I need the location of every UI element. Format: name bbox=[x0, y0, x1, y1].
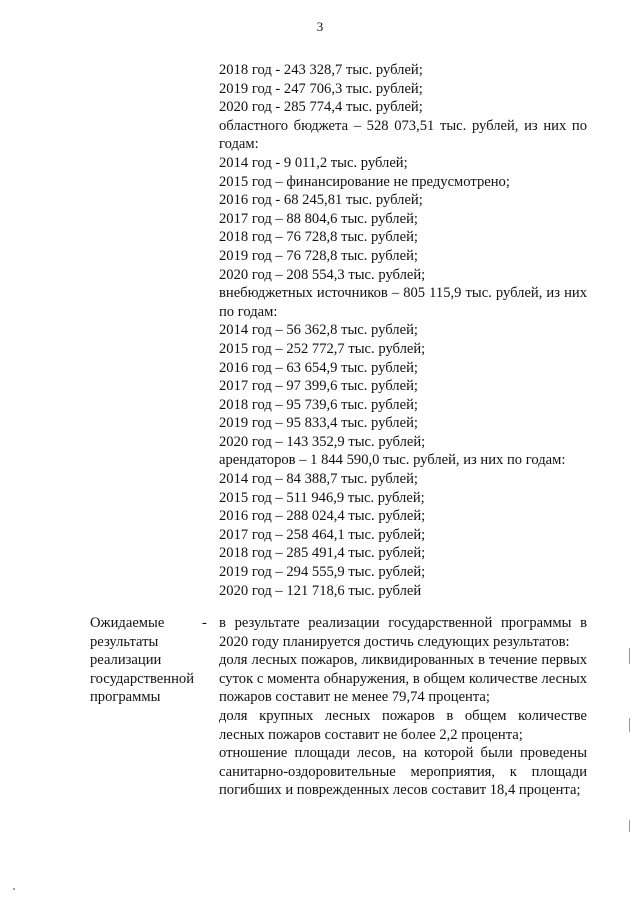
funding-source-extrabudgetary: внебюджетных источников – 805 115,9 тыс. рублей, из них по годам: bbox=[219, 285, 587, 320]
label-line: государственной bbox=[90, 670, 195, 687]
funding-line: 2020 год – 208 554,3 тыс. рублей; bbox=[219, 266, 426, 283]
scan-mark bbox=[629, 718, 630, 732]
scan-dot bbox=[13, 888, 15, 890]
expected-results-label bbox=[90, 614, 200, 707]
funding-line: 2015 год – финансирование не предусмотрено; bbox=[219, 173, 510, 190]
funding-line: 2020 год – 143 352,9 тыс. рублей; bbox=[219, 433, 426, 450]
funding-line: 2018 год – 95 739,6 тыс. рублей; bbox=[219, 396, 418, 413]
scan-mark bbox=[629, 648, 630, 664]
separator-dash: - bbox=[202, 615, 207, 631]
funding-line: 2018 год – 76 728,8 тыс. рублей; bbox=[219, 229, 418, 246]
funding-line: 2015 год – 252 772,7 тыс. рублей; bbox=[219, 340, 426, 357]
funding-line: 2020 год – 121 718,6 тыс. рублей bbox=[219, 582, 422, 599]
scan-mark bbox=[629, 820, 630, 832]
result-paragraph: доля крупных лесных пожаров в общем количестве лесных пожаров составит не более 2,2 процента; bbox=[219, 707, 587, 743]
funding-line: 2019 год – 76 728,8 тыс. рублей; bbox=[219, 247, 418, 264]
funding-line: 2020 год - 285 774,4 тыс. рублей; bbox=[219, 99, 423, 116]
label-line: программы bbox=[90, 689, 161, 706]
funding-line: 2014 год - 9 011,2 тыс. рублей; bbox=[219, 154, 408, 171]
label-line: результаты bbox=[90, 633, 159, 650]
funding-line: 2017 год – 88 804,6 тыс. рублей; bbox=[219, 210, 418, 227]
result-paragraph: отношение площади лесов, на которой были проведены санитарно-оздоровительные мероприятия, к площади погибших и поврежденных лесов составит 18,4 процента; bbox=[219, 745, 587, 799]
result-paragraph: в результате реализации государственной программы в 2020 году планируется достичь следующих результатов: bbox=[219, 615, 587, 650]
funding-source-regional-budget: областного бюджета – 528 073,51 тыс. рублей, из них по годам: bbox=[219, 117, 587, 153]
funding-line: 2016 год – 63 654,9 тыс. рублей; bbox=[219, 359, 418, 376]
funding-line: 2017 год – 97 399,6 тыс. рублей; bbox=[219, 378, 418, 395]
funding-line: 2016 год - 68 245,81 тыс. рублей; bbox=[219, 192, 423, 209]
funding-line: 2014 год – 56 362,8 тыс. рублей; bbox=[219, 322, 418, 339]
funding-by-year-list bbox=[219, 61, 587, 600]
label-line: Ожидаемые bbox=[90, 615, 165, 631]
expected-results-text bbox=[219, 614, 587, 800]
label-line: реализации bbox=[90, 652, 162, 669]
result-paragraph: доля лесных пожаров, ликвидированных в течение первых суток с момента обнаружения, в общем количестве лесных пожаров составит не менее 79,74 процента; bbox=[219, 652, 587, 706]
funding-line: 2016 год – 288 024,4 тыс. рублей; bbox=[219, 508, 426, 525]
funding-source-tenants: арендаторов – 1 844 590,0 тыс. рублей, из них по годам: bbox=[219, 452, 566, 469]
funding-line: 2017 год – 258 464,1 тыс. рублей; bbox=[219, 526, 426, 543]
funding-line: 2018 год - 243 328,7 тыс. рублей; bbox=[219, 62, 423, 78]
funding-line: 2018 год – 285 491,4 тыс. рублей; bbox=[219, 545, 426, 562]
funding-line: 2019 год – 95 833,4 тыс. рублей; bbox=[219, 415, 418, 432]
funding-line: 2019 год - 247 706,3 тыс. рублей; bbox=[219, 80, 423, 97]
funding-line: 2015 год – 511 946,9 тыс. рублей; bbox=[219, 489, 425, 506]
funding-line: 2019 год – 294 555,9 тыс. рублей; bbox=[219, 564, 426, 581]
page-number: 3 bbox=[316, 19, 324, 34]
funding-line: 2014 год – 84 388,7 тыс. рублей; bbox=[219, 471, 418, 488]
